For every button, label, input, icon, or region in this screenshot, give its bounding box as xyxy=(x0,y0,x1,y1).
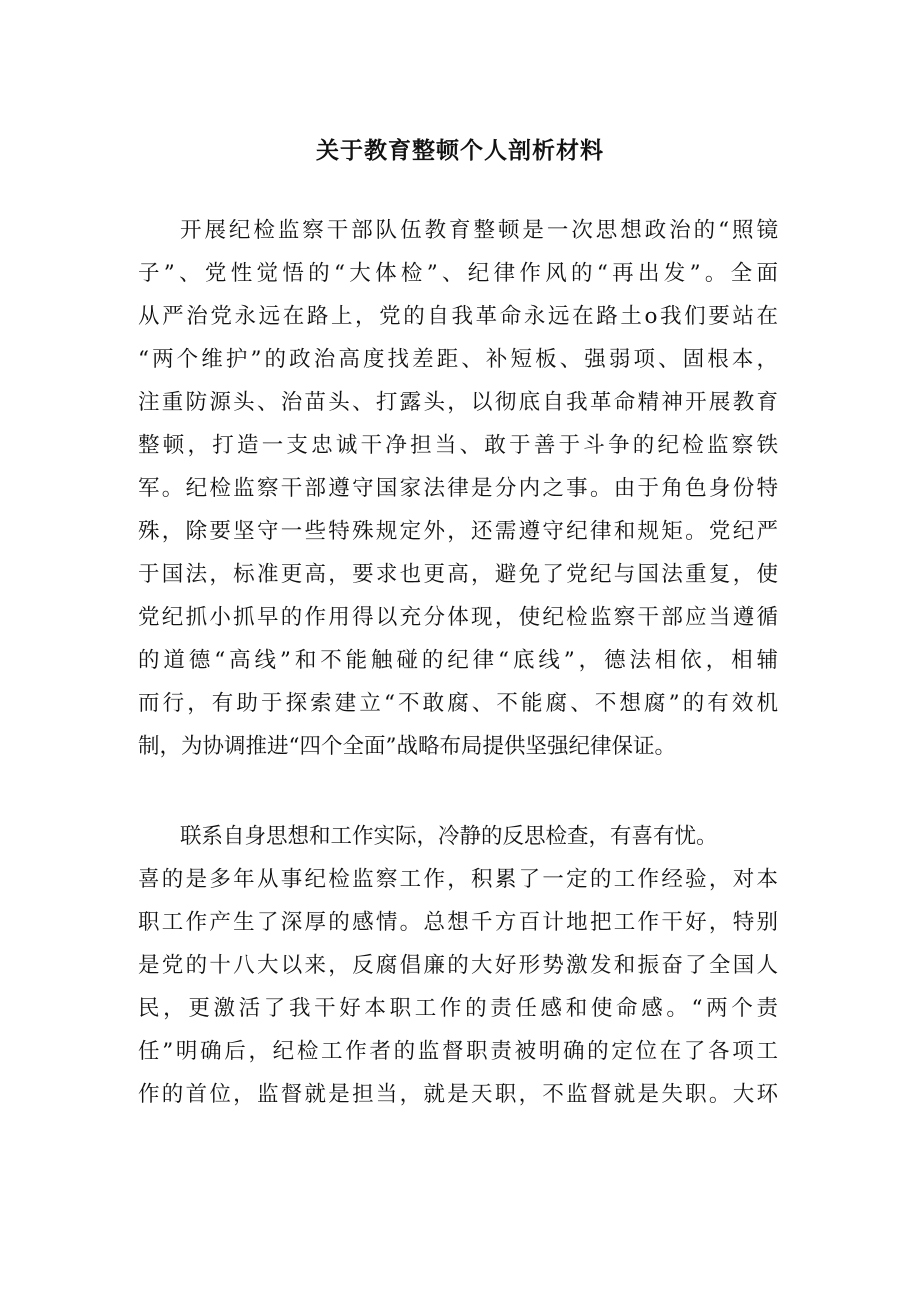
paragraph-1-line: 而行，有助于探索建立“不敢腐、不能腐、不想腐”的有效机 xyxy=(138,691,778,716)
paragraph-2-line: 民，更激活了我干好本职工作的责任感和使命感。“两个责 xyxy=(138,996,778,1021)
paragraph-1-line: 整顿，打造一支忠诚干净担当、敢于善于斗争的纪检监察铁 xyxy=(138,433,778,458)
paragraph-1-line: 的道德“高线”和不能触碰的纪律“底线”，德法相依，相辅 xyxy=(138,648,778,673)
document-title: 关于教育整顿个人剖析材料 xyxy=(316,138,604,164)
paragraph-1-line: 开展纪检监察干部队伍教育整顿是一次思想政治的“照镜 xyxy=(180,218,778,243)
paragraph-2-line: 作的首位，监督就是担当，就是天职，不监督就是失职。大环 xyxy=(138,1082,778,1107)
paragraph-2-line: 联系自身思想和工作实际，冷静的反思检查，有喜有忧。 xyxy=(180,824,718,849)
paragraph-1-line: 军。纪检监察干部遵守国家法律是分内之事。由于角色身份特 xyxy=(138,476,778,501)
paragraph-2-line: 任”明确后，纪检工作者的监督职责被明确的定位在了各项工 xyxy=(138,1039,778,1064)
paragraph-1-line: 从严治党永远在路上，党的自我革命永远在路土o我们要站在 xyxy=(138,304,778,329)
paragraph-1-line: 制，为协调推进“四个全面”战略布局提供坚强纪律保证。 xyxy=(138,734,676,759)
paragraph-1-line: 党纪抓小抓早的作用得以充分体现，使纪检监察干部应当遵循 xyxy=(138,605,778,630)
paragraph-1-line: 于国法，标准更高，要求也更高，避免了党纪与国法重复，使 xyxy=(138,562,778,587)
paragraph-1-line: “两个维护”的政治高度找差距、补短板、强弱项、固根本， xyxy=(138,347,778,372)
paragraph-2-line: 喜的是多年从事纪检监察工作，积累了一定的工作经验，对本 xyxy=(138,867,778,892)
paragraph-2-line: 是党的十八大以来，反腐倡廉的大好形势激发和振奋了全国人 xyxy=(138,953,778,978)
paragraph-2-line: 职工作产生了深厚的感情。总想千方百计地把工作干好，特别 xyxy=(138,910,778,935)
paragraph-1-line: 殊，除要坚守一些特殊规定外，还需遵守纪律和规矩。党纪严 xyxy=(138,519,778,544)
paragraph-1-line: 注重防源头、治苗头、打露头，以彻底自我革命精神开展教育 xyxy=(138,390,778,415)
paragraph-1-line: 子”、党性觉悟的“大体检”、纪律作风的“再出发”。全面 xyxy=(138,261,778,286)
